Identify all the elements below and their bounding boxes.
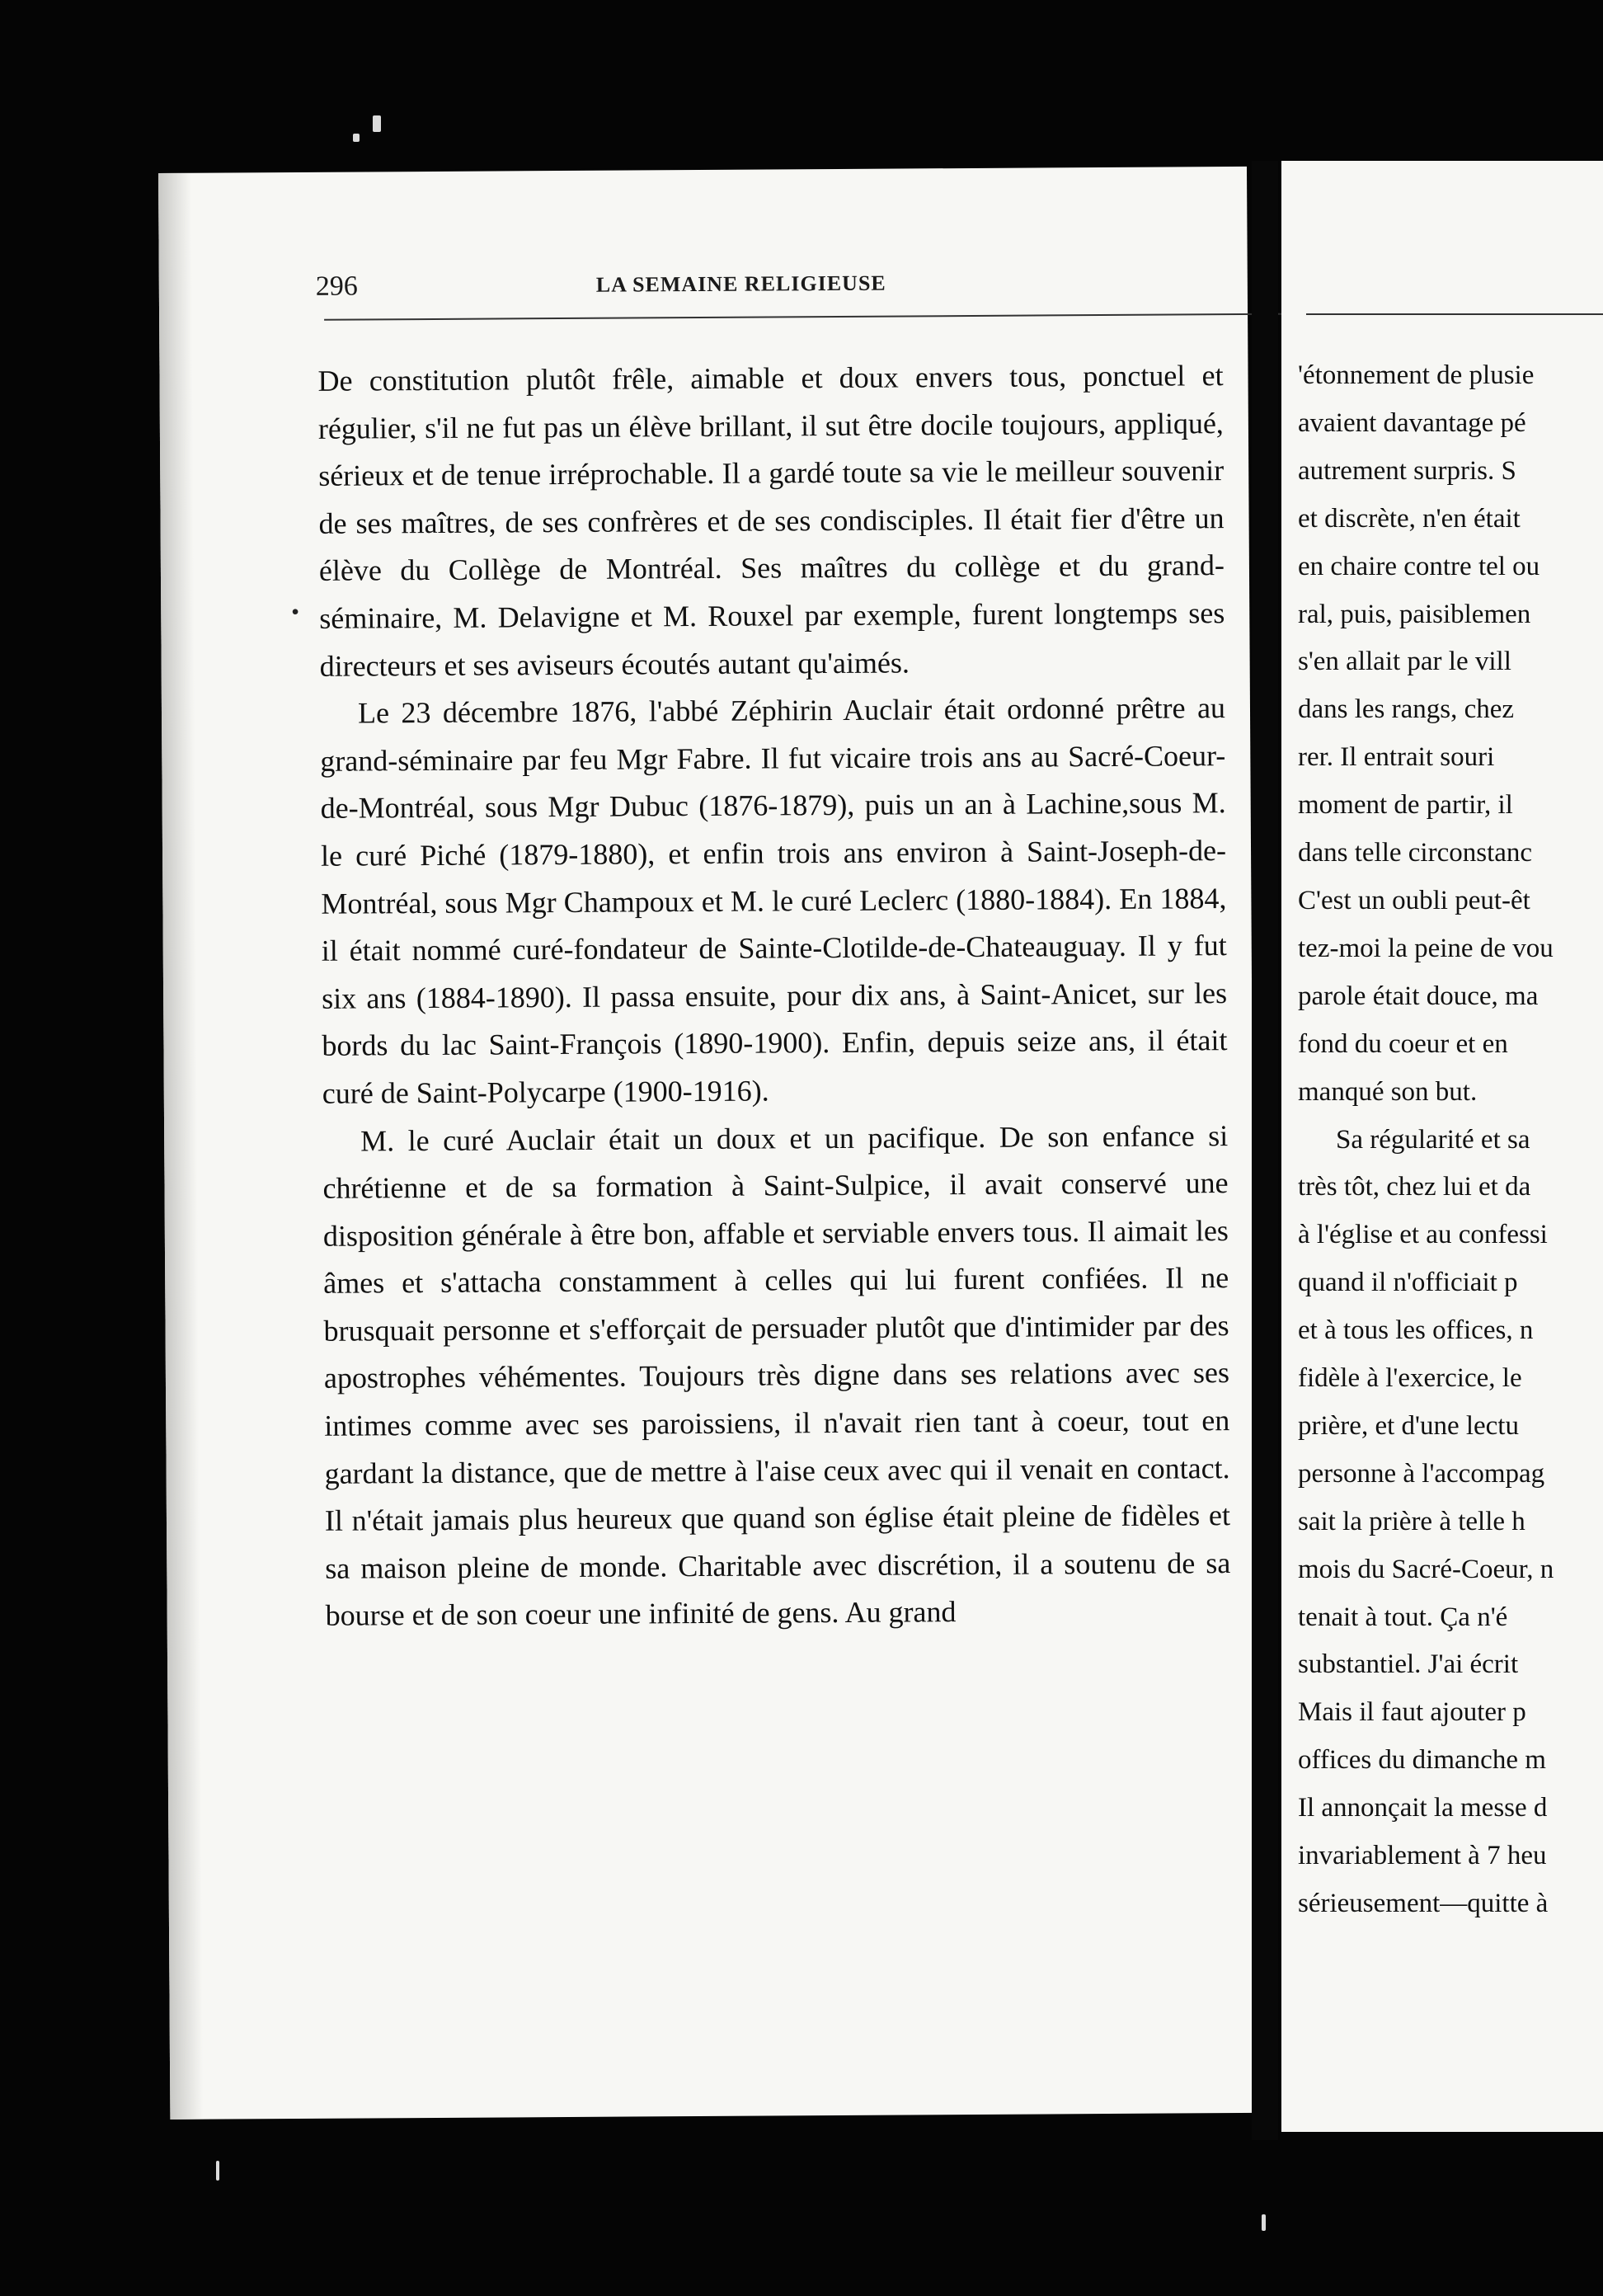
text-line: manqué son but. <box>1298 1076 1478 1107</box>
paragraph: De constitution plutôt frêle, aimable et doux envers tous, ponctuel et régulier, s'il ne fut pas un élève brillant, il sut être docile toujours, appliqué, sérieux et de tenue irréprochable. Il a gardé toute sa vie le meilleur souvenir de ses maîtres, de ses confrères et de ses condisciples. Il était fier d'être un élève du Collège de Montréal. Ses maîtres du collège et du grand-séminaire, M. Delavigne et M. Rouxel par exemple, furent longtemps ses directeurs et ses aviseurs écoutés autant qu'aimés. <box>317 359 1225 683</box>
scan-speck <box>353 134 360 142</box>
text-line: invariablement à 7 heu <box>1298 1841 1547 1871</box>
text-line: substantiel. J'ai écrit <box>1298 1649 1519 1680</box>
body-text <box>317 352 1230 1640</box>
header-rule <box>324 313 1380 321</box>
text-line: autrement surpris. S <box>1298 455 1516 486</box>
header-rule <box>1306 313 1603 315</box>
right-page-text <box>1298 352 1603 1928</box>
paragraph: Le 23 décembre 1876, l'abbé Zéphirin Auclair était ordonné prêtre au grand-séminaire par feu Mgr Fabre. Il fut vicaire trois ans au Sacré-Coeur-de-Montréal, sous Mgr Dubuc (1876-1879), puis un an à Lachine,sous M. le curé Piché (1879-1880), et enfin trois ans environ à Saint-Joseph-de-Montréal, sous Mgr Champoux et M. le curé Leclerc (1880-1884). En 1884, il était nommé curé-fondateur de Sainte-Clotilde-de-Chateauguay. Il y fut six ans (1884-1890). Il passa ensuite, pour dix ans, à Saint-Anicet, sur les bords du lac Saint-François (1890-1900). Enfin, depuis seize ans, il était curé de Saint-Polycarpe (1900-1916). <box>320 691 1228 1110</box>
text-line: en chaire contre tel ou <box>1298 551 1540 581</box>
text-line: avaient davantage pé <box>1298 407 1526 438</box>
text-line: Il annonçait la messe d <box>1298 1793 1548 1823</box>
text-line: fond du coeur et en <box>1298 1028 1508 1059</box>
text-line: offices du dimanche m <box>1298 1745 1546 1776</box>
text-line: s'en allait par le vill <box>1298 647 1511 677</box>
text-line: très tôt, chez lui et da <box>1298 1172 1531 1202</box>
text-line: tenait à tout. Ça n'é <box>1298 1602 1508 1632</box>
text-line: personne à l'accompag <box>1298 1458 1545 1489</box>
text-line: mois du Sacré-Coeur, n <box>1298 1554 1554 1584</box>
paragraph: M. le curé Auclair était un doux et un pacifique. De son enfance si chrétienne et de sa formation à Saint-Sulpice, il avait conservé une disposition générale à être bon, affable et serviable envers tous. Il aimait les âmes et s'attacha constamment à celles qui lui furent confiées. Il ne brusquait personne et s'efforçait de persuader plutôt que d'intimider par des apostrophes véhémentes. Toujours très digne dans ses relations avec ses intimes comme avec ses paroissiens, il n'avait rien tant à coeur, tout en gardant la distance, que de mettre à l'aise ceux avec qui il venait en contact. Il n'était jamais plus heureux que quand son église était pleine de fidèles et sa maison pleine de monde. Charitable avec discrétion, il a soutenu de sa bourse et de son coeur une infinité de gens. Au grand <box>322 1118 1231 1633</box>
text-line: 'étonnement de plusie <box>1298 360 1535 390</box>
scan-speck <box>216 2161 219 2181</box>
scan-speck <box>1262 2214 1266 2231</box>
right-page-fragment <box>1281 161 1603 2132</box>
scan-speck <box>373 115 381 132</box>
left-page <box>158 167 1258 2120</box>
text-line: parole était douce, ma <box>1298 981 1539 1011</box>
text-line: sait la prière à telle h <box>1298 1506 1525 1536</box>
text-line: C'est un oubli peut-êt <box>1298 885 1530 915</box>
page-edge-shadow <box>158 173 203 2120</box>
page-number: 296 <box>315 271 358 302</box>
text-line: rer. Il entrait souri <box>1298 742 1495 773</box>
text-line: ral, puis, paisiblemen <box>1298 599 1531 629</box>
running-head-title: LA SEMAINE RELIGIEUSE <box>595 271 886 297</box>
text-line: dans telle circonstanc <box>1298 838 1533 868</box>
text-line: dans les rangs, chez <box>1298 694 1515 725</box>
text-line: sérieusement—quitte à <box>1298 1889 1549 1918</box>
text-line: fidèle à l'exercice, le <box>1298 1363 1522 1394</box>
text-line: moment de partir, il <box>1298 790 1513 821</box>
text-line: Sa régularité et sa <box>1336 1124 1530 1155</box>
margin-mark: • <box>291 599 300 626</box>
text-line: et à tous les offices, n <box>1298 1315 1534 1346</box>
text-line: prière, et d'une lectu <box>1298 1410 1519 1441</box>
text-line: quand il n'officiait p <box>1298 1268 1518 1298</box>
text-line: et discrète, n'en était <box>1298 503 1521 534</box>
book-gutter <box>1252 161 1278 2140</box>
text-line: tez-moi la peine de vou <box>1298 933 1554 963</box>
text-line: Mais il faut ajouter p <box>1298 1697 1526 1728</box>
running-head <box>316 266 1215 304</box>
text-line: à l'église et au confessi <box>1298 1220 1548 1250</box>
